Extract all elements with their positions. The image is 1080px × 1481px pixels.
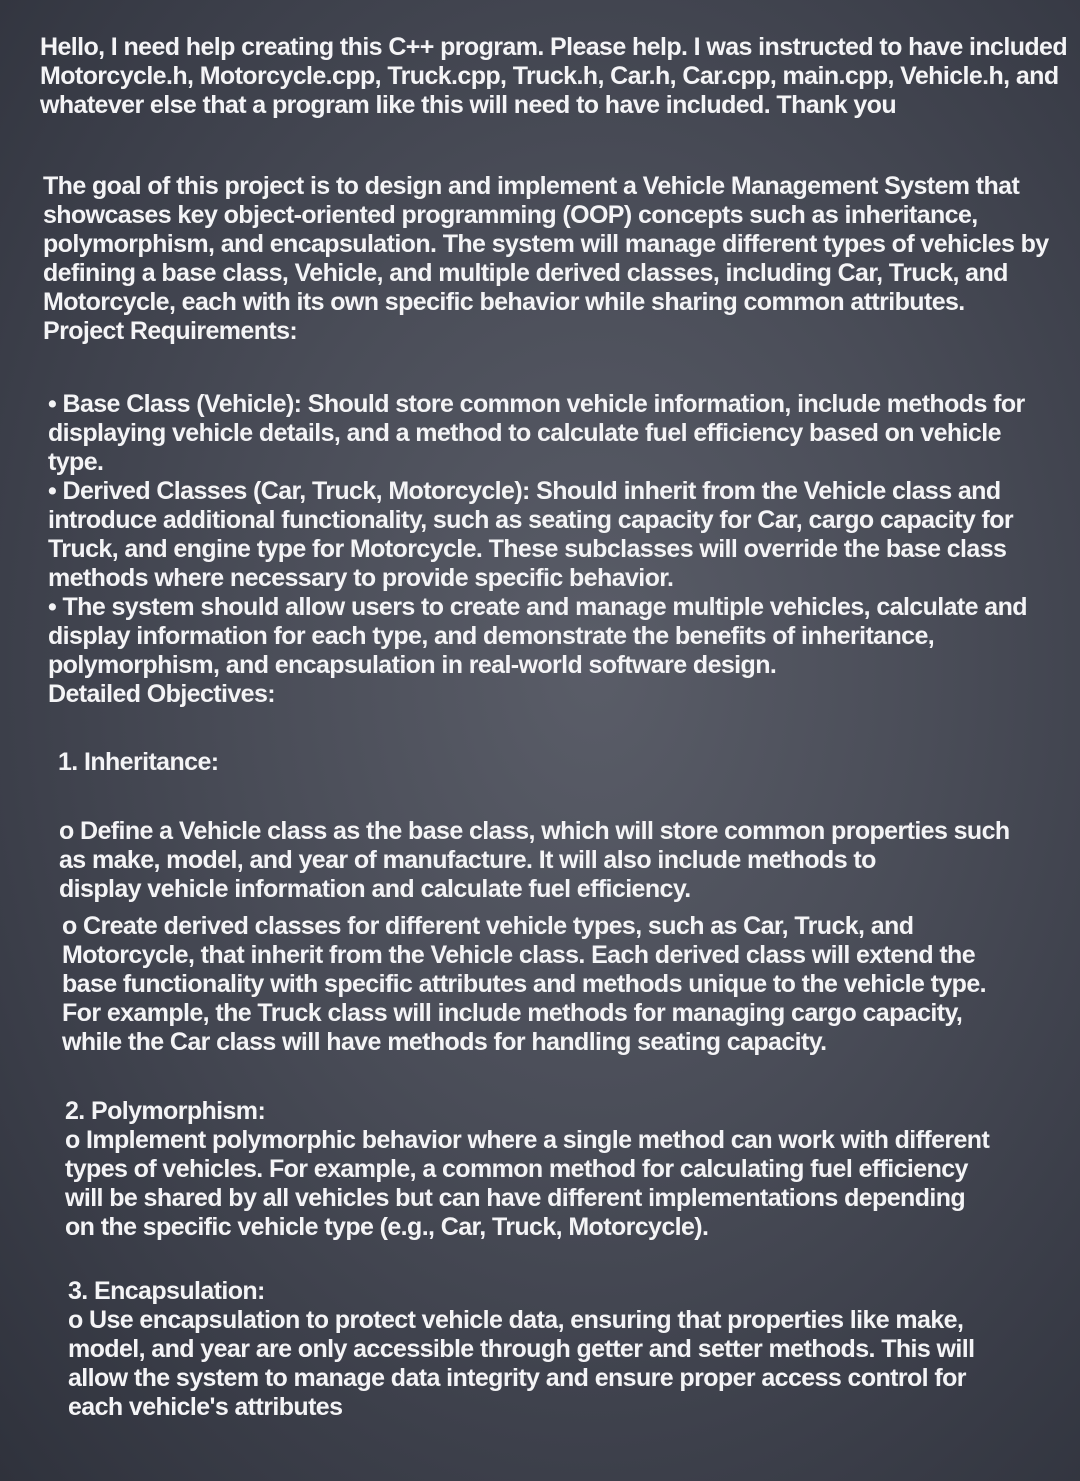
text-line: allow the system to manage data integrity and ensure proper access control for [68,1364,966,1392]
text-line: defining a base class, Vehicle, and multiple derived classes, including Car, Truck, and [43,259,1008,287]
text-line: Hello, I need help creating this C++ program. Please help. I was instructed to have included [40,33,1068,61]
text-line: methods where necessary to provide specific behavior. [48,564,674,592]
text-line: polymorphism, and encapsulation. The system will manage different types of vehicles by [43,230,1049,258]
text-line: displaying vehicle details, and a method to calculate fuel efficiency based on vehicle [48,419,1001,447]
goal-paragraph [43,172,1049,346]
inheritance-heading [58,748,219,777]
bullet-item: • Base Class (Vehicle): Should store common vehicle information, include methods for [48,390,1025,418]
text-line: on the specific vehicle type (e.g., Car, Truck, Motorcycle). [65,1213,709,1241]
text-line: each vehicle's attributes [68,1393,343,1421]
text-line: Motorcycle, each with its own specific behavior while sharing common attributes. [43,288,965,316]
section-heading: 1. Inheritance: [58,748,219,776]
text-line: display vehicle information and calculate fuel efficiency. [59,875,691,903]
text-line: o Use encapsulation to protect vehicle data, ensuring that properties like make, [68,1306,964,1334]
bullet-item: • Derived Classes (Car, Truck, Motorcycle): Should inherit from the Vehicle class and [48,477,1001,505]
text-line: will be shared by all vehicles but can have different implementations depending [65,1184,966,1212]
polymorphism-section [65,1097,989,1242]
text-line: showcases key object-oriented programming (OOP) concepts such as inheritance, [43,201,978,229]
text-line: types of vehicles. For example, a common method for calculating fuel efficiency [65,1155,968,1183]
requirements-list [48,390,1027,709]
text-line: Motorcycle.h, Motorcycle.cpp, Truck.cpp, Truck.h, Car.h, Car.cpp, main.cpp, Vehicle.h, and [40,62,1059,90]
section-heading: Project Requirements: [43,317,298,345]
text-line: base functionality with specific attributes and methods unique to the vehicle type. [62,970,986,998]
text-line: type. [48,448,104,476]
text-line: Truck, and engine type for Motorcycle. These subclasses will override the base class [48,535,1007,563]
text-line: display information for each type, and demonstrate the benefits of inheritance, [48,622,935,650]
text-line: o Create derived classes for different vehicle types, such as Car, Truck, and [62,912,914,940]
inheritance-item-1 [59,817,1010,904]
text-line: Motorcycle, that inherit from the Vehicle class. Each derived class will extend the [62,941,976,969]
encapsulation-section [68,1277,974,1422]
text-line: For example, the Truck class will include methods for managing cargo capacity, [62,999,963,1027]
text-line: introduce additional functionality, such as seating capacity for Car, cargo capacity for [48,506,1014,534]
text-line: o Implement polymorphic behavior where a single method can work with different [65,1126,990,1154]
bullet-item: • The system should allow users to create and manage multiple vehicles, calculate and [48,593,1027,621]
inheritance-item-2 [62,912,986,1057]
text-line: The goal of this project is to design and implement a Vehicle Management System that [43,172,1020,200]
section-heading: Detailed Objectives: [48,680,275,708]
text-line: whatever else that a program like this will need to have included. Thank you [40,91,897,119]
section-heading: 2. Polymorphism: [65,1097,266,1125]
intro-paragraph [40,33,1067,120]
text-line: model, and year are only accessible through getter and setter methods. This will [68,1335,975,1363]
text-line: as make, model, and year of manufacture. It will also include methods to [59,846,876,874]
section-heading: 3. Encapsulation: [68,1277,265,1305]
text-line: o Define a Vehicle class as the base class, which will store common properties such [59,817,1010,845]
text-line: polymorphism, and encapsulation in real-world software design. [48,651,777,679]
text-line: while the Car class will have methods for handling seating capacity. [62,1028,827,1056]
